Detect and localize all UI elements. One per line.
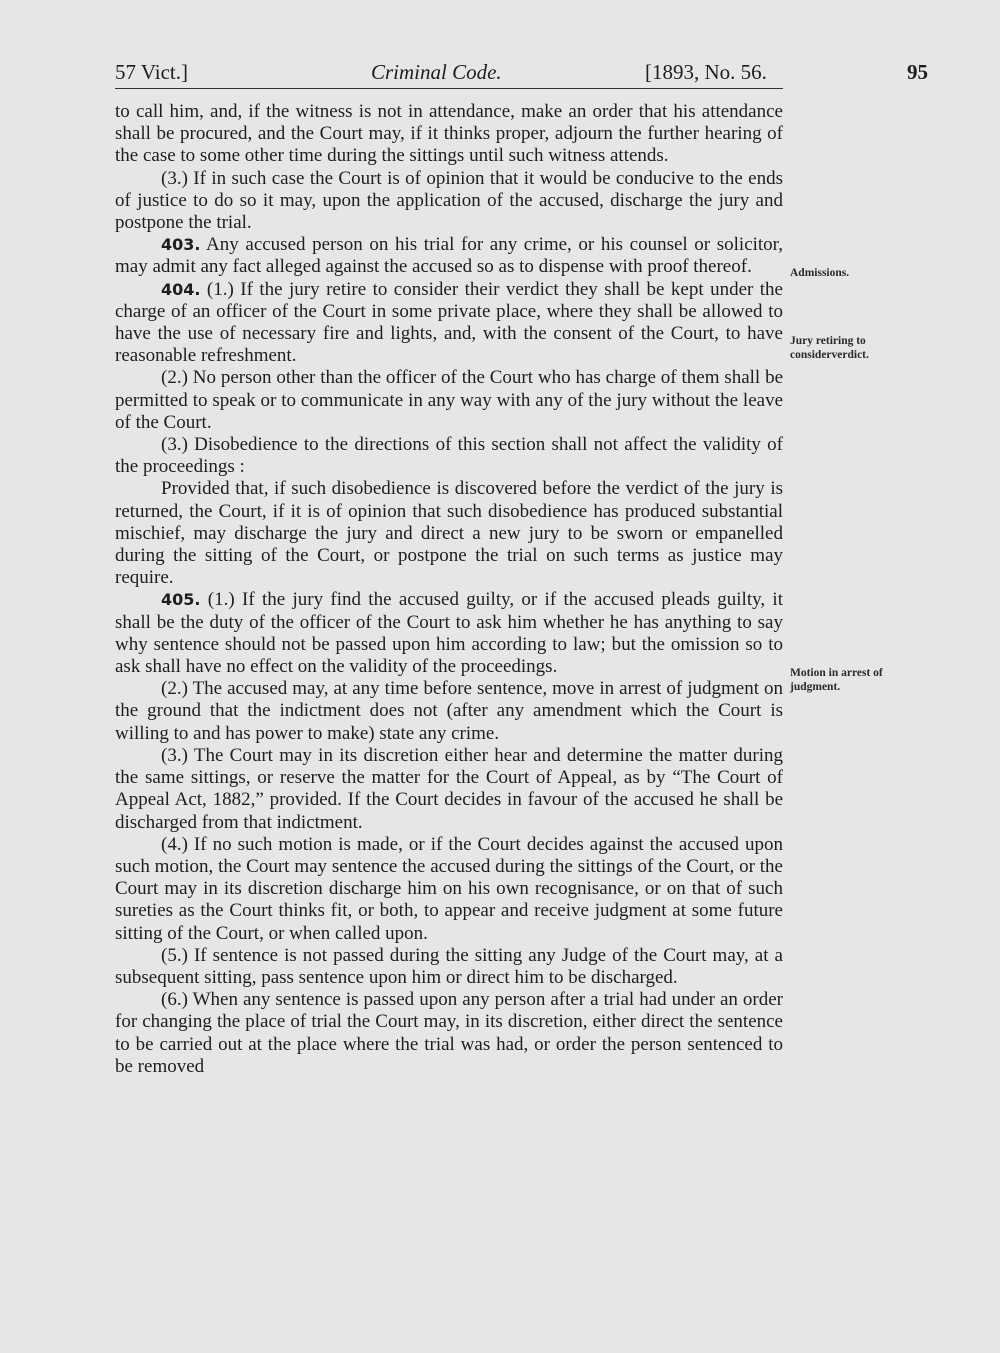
margin-note-jury-retiring: Jury retiring to considerverdict. <box>790 335 869 361</box>
section-404-text: (1.) If the jury retire to consider their verdict they shall be kept under the charge of an officer of the Court in some private place, where they shall be allowed to have the use of necessary fire and lights, and, with the consent of the Court, to have reasonable refreshment. <box>115 278 783 367</box>
paragraph-405-6: (6.) When any sentence is passed upon any person after a trial had under an order for changing the place of trial the Court may, in its discretion, either direct the sentence to be carried out at the place where the trial was had, or order the person sentenced to be removed <box>115 989 783 1077</box>
document-body <box>115 101 783 1078</box>
paragraph-405-2: (2.) The accused may, at any time before sentence, move in arrest of judgment on the ground that the indictment does not (after any amendment which the Court is willing to and has power to make) state any crime. <box>115 678 783 744</box>
paragraph-404-proviso: Provided that, if such disobedience is discovered before the verdict of the jury is returned, the Court, if it is of opinion that such disobedience has produced substantial mischief, may discharge the jury and direct a new jury to be sworn or empanelled during the sitting of the Court, or postpone the trial on such terms as justice may require. <box>115 478 783 589</box>
section-number-404: 404. <box>161 279 201 299</box>
section-number-405: 405. <box>161 590 201 610</box>
section-number-403: 403. <box>161 235 201 255</box>
section-405 <box>115 589 783 678</box>
margin-note-admissions: Admissions. <box>790 267 850 279</box>
running-header <box>115 60 935 88</box>
header-regnal-year: 57 Vict.] <box>115 60 189 84</box>
paragraph-404-2: (2.) No person other than the officer of the Court who has charge of them shall be permitted to speak or to communicate in any way with any of the jury without the leave of the Court. <box>115 367 783 433</box>
section-403 <box>115 234 783 278</box>
paragraph-405-3: (3.) The Court may in its discretion either hear and determine the matter during the same sittings, or reserve the matter for the Court of Appeal, as by “The Court of Appeal Act, 1882,” provided. If the Court decides in favour of the accused he shall be discharged from that indictment. <box>115 744 783 833</box>
paragraph-404-3: (3.) Disobedience to the directions of this section shall not affect the validity of the proceedings : <box>115 434 783 478</box>
section-405-text: (1.) If the jury find the accused guilty, or if the accused pleads guilty, it shall be the duty of the officer of the Court to ask him whether he has anything to say why sentence should not be passed upon him according to law; but the omission so to ask shall have no effect on the validity of the proceedings. <box>115 589 783 678</box>
paragraph-405-4: (4.) If no such motion is made, or if the Court decides against the accused upon such motion, the Court may sentence the accused during the sittings of the Court, or the Court may in its discretion discharge him on his own recognisance, or on that of such sureties as the Court thinks fit, or both, to appear and receive judgment at some future sitting of the Court, or when called upon. <box>115 833 783 944</box>
section-404 <box>115 279 783 368</box>
section-403-text: Any accused person on his trial for any crime, or his counsel or solicitor, may admit any fact alleged against the accused so as to dispense with proof thereof. <box>115 234 783 278</box>
header-act-number: [1893, No. 56. <box>645 60 767 84</box>
margin-note-motion-in-arrest: Motion in arrest of judgment. <box>790 667 883 693</box>
paragraph-402-3: (3.) If in such case the Court is of opinion that it would be conducive to the ends of justice to do so it may, upon the application of the accused, discharge the jury and postpone the trial. <box>115 167 783 234</box>
header-title: Criminal Code. <box>371 60 502 84</box>
page-number: 95 <box>907 60 928 84</box>
header-rule <box>115 88 783 89</box>
paragraph-continuation: to call him, and, if the witness is not in attendance, make an order that his attendance shall be procured, and the Court may, if it thinks proper, adjourn the further hearing of the case to some other time during the sittings until such witness attends. <box>115 101 783 167</box>
paragraph-405-5: (5.) If sentence is not passed during the sitting any Judge of the Court may, at a subsequent sitting, pass sentence upon him or direct him to be discharged. <box>115 944 783 988</box>
